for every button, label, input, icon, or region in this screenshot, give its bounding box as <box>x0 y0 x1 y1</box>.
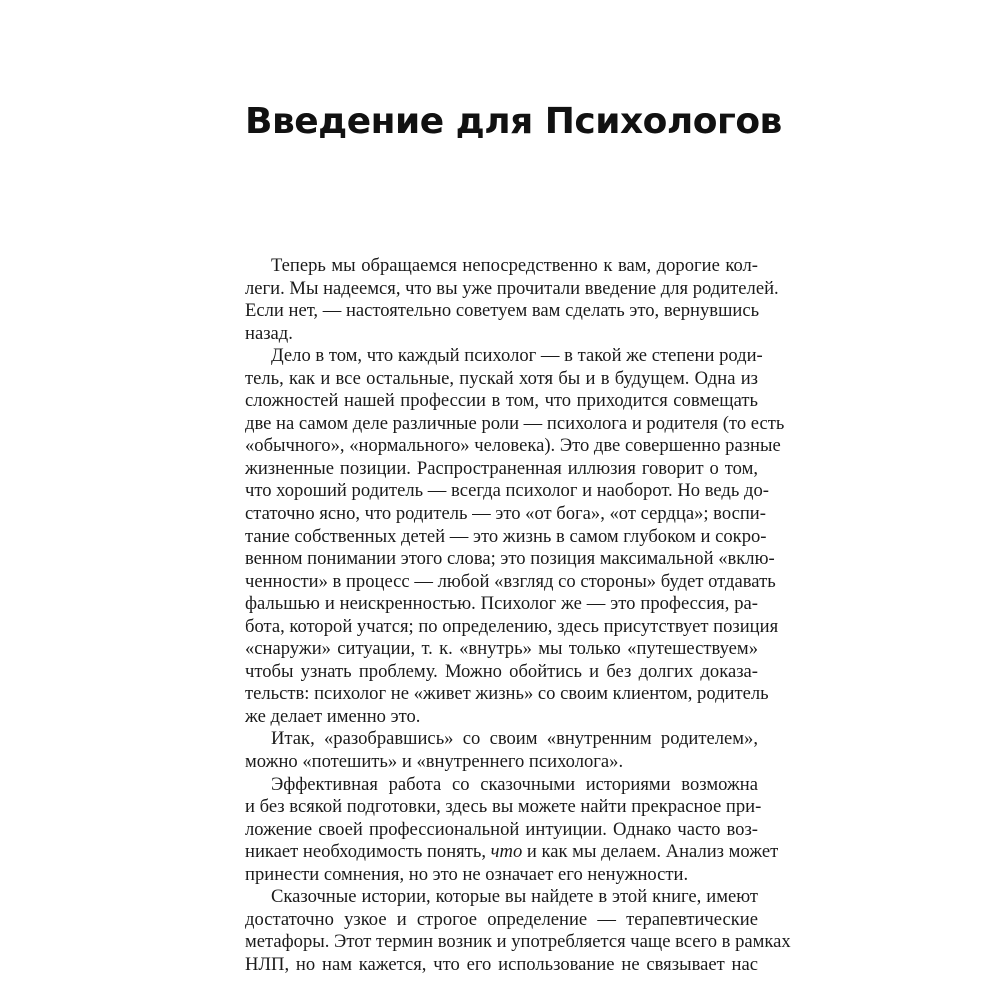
text-line: НЛП, но нам кажется, что его использование не связывает нас <box>245 953 758 975</box>
emphasis-word: что <box>490 841 523 863</box>
text-line: венном понимании этого слова; это позиция максимальной «вклю- <box>245 548 775 570</box>
text-line: Если нет, — настоятельно советуем вам сделать это, вернувшись <box>245 300 760 322</box>
body-text <box>245 255 791 977</box>
text-line: тание собственных детей — это жизнь в самом глубоком и сокро- <box>245 525 767 547</box>
text-line: можно «потешить» и «внутреннего психолога». <box>245 751 624 773</box>
paragraph-2 <box>245 345 785 728</box>
text-line: тель, как и все остальные, пускай хотя бы и в будущем. Одна из <box>245 367 758 389</box>
text-line: фальшью и неискренностью. Психолог же — это профессия, ра- <box>245 593 758 615</box>
text-line: же делает именно это. <box>245 705 421 727</box>
text-line: Сказочные истории, которые вы найдете в этой книге, имеют <box>271 886 758 908</box>
text-line: ченности» в процесс — любой «взгляд со стороны» будет отдавать <box>245 570 776 592</box>
text-line: чтобы узнать проблему. Можно обойтись и без долгих доказа- <box>245 660 758 682</box>
paragraph-4 <box>245 773 779 887</box>
text-line: сложностей нашей профессии в том, что приходится совмещать <box>245 390 758 412</box>
text-line: назад. <box>245 322 293 344</box>
text-line: Дело в том, что каждый психолог — в такой же степени роди- <box>271 345 763 367</box>
text-line: тельств: психолог не «живет жизнь» со своим клиентом, родитель <box>245 683 769 705</box>
text-line: Итак, «разобравшись» со своим «внутренним родителем», <box>271 728 758 750</box>
text-line: достаточно узкое и строгое определение — терапевтические <box>245 908 758 930</box>
text-line: никает необходимость понять, что и как мы делаем. Анализ может <box>245 841 779 863</box>
text-line: бота, которой учатся; по определению, здесь присутствует позиция <box>245 615 779 637</box>
paragraph-3 <box>245 728 758 773</box>
text-line: «обычного», «нормального» человека). Это две совершенно разные <box>245 435 781 457</box>
paragraph-5 <box>245 886 791 976</box>
chapter-title: Введение для Психологов <box>245 101 782 142</box>
text-line: метафоры. Этот термин возник и употребляется чаще всего в рамках <box>245 931 791 953</box>
text-line: две на самом деле различные роли — психолога и родителя (то есть <box>245 412 785 434</box>
text-line: статочно ясно, что родитель — это «от бога», «от сердца»; воспи- <box>245 503 766 525</box>
text-line: «снаружи» ситуации, т. к. «внутрь» мы только «путешествуем» <box>245 638 758 660</box>
text-line: Теперь мы обращаемся непосредственно к вам, дорогие кол- <box>271 255 758 276</box>
text-line: Эффективная работа со сказочными историями возможна <box>271 773 758 795</box>
text-line: что хороший родитель — всегда психолог и наоборот. Но ведь до- <box>245 480 769 502</box>
text-line: и без всякой подготовки, здесь вы можете найти прекрасное при- <box>245 796 762 818</box>
text-line: принести сомнения, но это не означает его ненужности. <box>245 863 689 885</box>
text-line: жизненные позиции. Распространенная иллюзия говорит о том, <box>245 457 758 479</box>
paragraph-1 <box>245 255 779 345</box>
text-line: ложение своей профессиональной интуиции. Однако часто воз- <box>245 818 758 840</box>
text-line: леги. Мы надеемся, что вы уже прочитали введение для родителей. <box>245 277 779 299</box>
